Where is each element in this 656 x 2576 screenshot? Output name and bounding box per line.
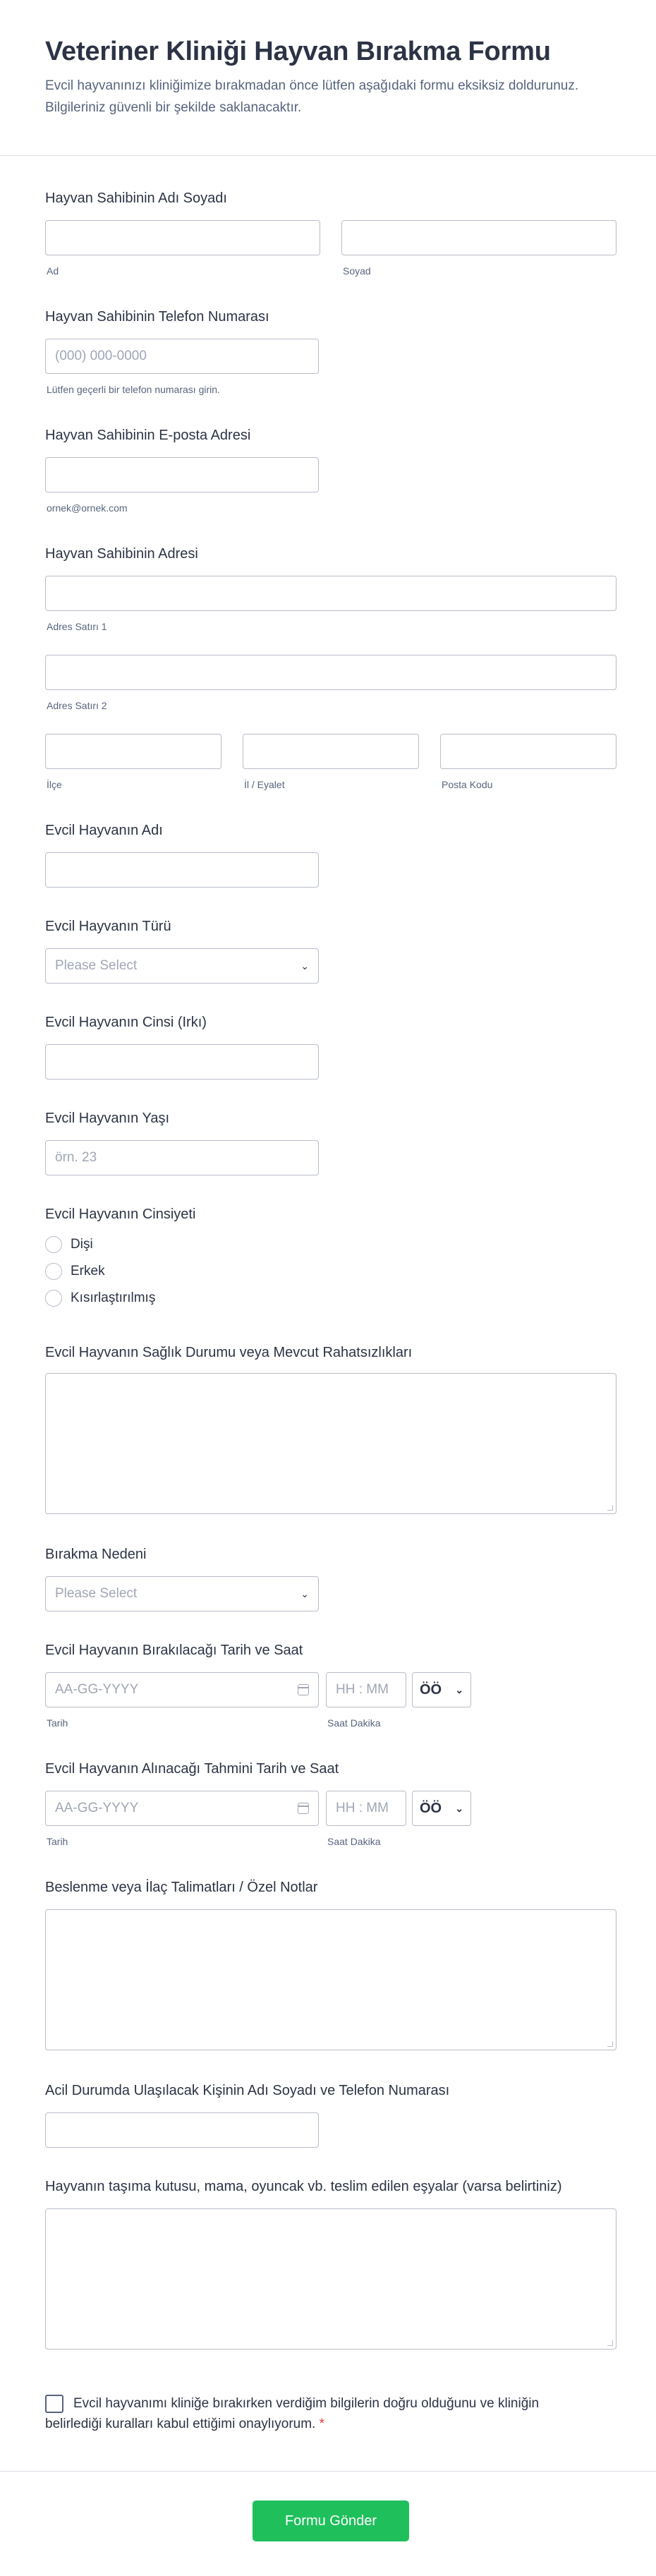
required-mark: * [319, 2417, 325, 2431]
radio-circle[interactable] [45, 1290, 62, 1307]
drop-date-input[interactable] [45, 1672, 319, 1707]
pet-name-input[interactable] [45, 852, 319, 888]
drop-date-sublabel: Tarih [47, 1717, 68, 1729]
owner-phone-input[interactable]: (000) 000-0000 [45, 339, 319, 374]
resize-handle-icon[interactable] [607, 2340, 613, 2346]
header-divider [0, 155, 656, 156]
pet-breed-label: Evcil Hayvanın Cinsi (Irkı) [45, 1015, 207, 1030]
gender-option-neutered[interactable] [45, 1290, 155, 1307]
pet-breed-input[interactable] [45, 1044, 319, 1080]
items-textarea[interactable] [45, 2208, 616, 2350]
last-name-sublabel: Soyad [343, 265, 371, 277]
drop-date-placeholder: AA-GG-YYYY [55, 1682, 139, 1697]
pet-gender-label: Evcil Hayvanın Cinsiyeti [45, 1207, 196, 1222]
pet-age-input[interactable]: örn. 23 [45, 1140, 319, 1175]
address-line2-sublabel: Adres Satırı 2 [47, 700, 107, 711]
drop-ampm-select[interactable] [412, 1672, 471, 1707]
calendar-icon[interactable] [298, 1684, 309, 1695]
pickup-date-placeholder: AA-GG-YYYY [55, 1801, 139, 1815]
consent-text: Evcil hayvanımı kliniğe bırakırken verdiğim bilgilerin doğru olduğunu ve kliniğin belirlediği kuralları kabul ettiğimi onaylıyorum. [45, 2396, 540, 2431]
gender-option-female[interactable] [45, 1236, 93, 1253]
postal-code-sublabel: Posta Kodu [442, 779, 493, 790]
province-input[interactable] [243, 734, 419, 769]
email-sublabel: ornek@ornek.com [47, 502, 128, 514]
gender-option-label: Kısırlaştırılmış [71, 1290, 156, 1305]
form-title: Veteriner Kliniği Hayvan Bırakma Formu [45, 37, 551, 66]
calendar-icon[interactable] [298, 1803, 309, 1814]
drop-reason-label: Bırakma Nedeni [45, 1547, 147, 1562]
drop-reason-select-value: Please Select [55, 1586, 138, 1601]
pickup-ampm-value: ÖÖ [420, 1800, 442, 1816]
drop-datetime-label: Evcil Hayvanın Bırakılacağı Tarih ve Saat [45, 1643, 303, 1658]
district-sublabel: İlçe [47, 779, 62, 790]
province-sublabel: İl / Eyalet [244, 779, 285, 790]
pet-type-select[interactable] [45, 948, 319, 984]
radio-circle[interactable] [45, 1263, 62, 1280]
diet-notes-label: Beslenme veya İlaç Talimatları / Özel Notlar [45, 1880, 318, 1895]
owner-last-name-input[interactable] [341, 220, 616, 255]
drop-time-input[interactable]: HH : MM [326, 1672, 406, 1707]
emergency-contact-input[interactable] [45, 2112, 319, 2148]
first-name-sublabel: Ad [47, 265, 59, 277]
owner-email-input[interactable] [45, 457, 319, 492]
chevron-down-icon: ⌄ [455, 1802, 463, 1814]
form-description: Evcil hayvanınızı kliniğimize bırakmadan önce lütfen aşağıdaki formu eksiksiz doldurunuz. Bilgileriniz güvenli bir şekilde saklanacaktır. [45, 78, 579, 115]
gender-option-label: Dişi [71, 1237, 93, 1252]
pickup-date-sublabel: Tarih [47, 1836, 68, 1847]
pickup-time-input[interactable]: HH : MM [326, 1791, 406, 1826]
postal-code-input[interactable] [440, 734, 616, 769]
pet-health-textarea[interactable] [45, 1373, 616, 1514]
drop-time-sublabel: Saat Dakika [327, 1717, 381, 1729]
pet-type-label: Evcil Hayvanın Türü [45, 919, 171, 934]
pickup-time-sublabel: Saat Dakika [327, 1836, 381, 1847]
drop-ampm-value: ÖÖ [420, 1681, 442, 1698]
owner-email-label: Hayvan Sahibinin E-posta Adresi [45, 428, 251, 443]
address-line2-input[interactable] [45, 655, 616, 690]
resize-handle-icon[interactable] [607, 2041, 613, 2047]
items-label: Hayvanın taşıma kutusu, mama, oyuncak vb. teslim edilen eşyalar (varsa belirtiniz) [45, 2179, 562, 2194]
emergency-contact-label: Acil Durumda Ulaşılacak Kişinin Adı Soyadı ve Telefon Numarası [45, 2083, 450, 2098]
pet-age-label: Evcil Hayvanın Yaşı [45, 1111, 170, 1126]
footer-divider [0, 2471, 656, 2472]
owner-first-name-input[interactable] [45, 220, 320, 255]
address-line1-input[interactable] [45, 576, 616, 611]
chevron-down-icon: ⌄ [300, 1588, 309, 1600]
consent-text-block [45, 2393, 581, 2434]
pickup-datetime-label: Evcil Hayvanın Alınacağı Tahmini Tarih ve Saat [45, 1761, 339, 1777]
gender-option-label: Erkek [71, 1264, 105, 1278]
drop-reason-select[interactable] [45, 1576, 319, 1611]
pet-type-select-value: Please Select [55, 958, 138, 973]
resize-handle-icon[interactable] [607, 1505, 613, 1511]
pickup-ampm-select[interactable] [412, 1791, 471, 1826]
pickup-date-input[interactable] [45, 1791, 319, 1826]
pet-health-label: Evcil Hayvanın Sağlık Durumu veya Mevcut Rahatsızlıkları [45, 1345, 413, 1360]
district-input[interactable] [45, 734, 221, 769]
owner-address-label: Hayvan Sahibinin Adresi [45, 546, 198, 562]
radio-circle[interactable] [45, 1236, 62, 1253]
pet-name-label: Evcil Hayvanın Adı [45, 823, 163, 838]
owner-name-label: Hayvan Sahibinin Adı Soyadı [45, 191, 227, 206]
diet-notes-textarea[interactable] [45, 1909, 616, 2050]
submit-button[interactable]: Formu Gönder [253, 2501, 409, 2541]
owner-phone-label: Hayvan Sahibinin Telefon Numarası [45, 309, 269, 325]
gender-option-male[interactable] [45, 1263, 105, 1280]
chevron-down-icon: ⌄ [300, 960, 309, 972]
phone-sublabel: Lütfen geçerli bir telefon numarası girin. [47, 384, 220, 395]
chevron-down-icon: ⌄ [455, 1683, 463, 1695]
address-line1-sublabel: Adres Satırı 1 [47, 621, 107, 632]
